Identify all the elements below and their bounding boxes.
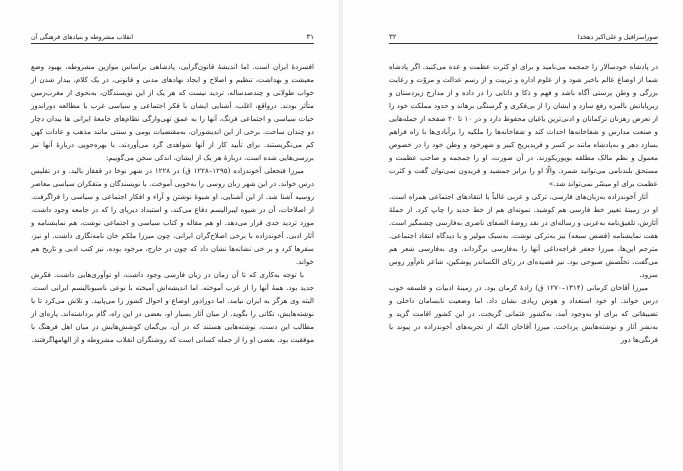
paragraph: میرزا آقاخان کرمانی (۱۳۱۴–۱۲۷۰ ق) زادهٔ کرمان بود. در زمینهٔ ادبیات و فلسفه خوب درس خواند. او خود استعداد و هوش زیادی نشان داد. اما وضعیت نابسامان داخلی و تضییقاتی که برای او به‌وجود آمد، به‌کشور عثمانی گریخت. در این کشور اقامت گزید و به‌نشر آثار و نوشته‌هایش پرداخت. میرزا آقاخان البتّه از تجربه‌های آخوندزاده در پیوند با فرنگی‌ها دور xyxy=(389,283,658,344)
paragraph: افسردهٔ ایران است. اما اندیشهٔ قانون‌گرایی، پادشاهی براساس موازین مشروطه، بهبود وضع معیشت و بهداشت، تنظیم و اصلاح و ایجاد نهادهای مدنی و قانونی، در یک کلام، بیدار شدن از خواب طولانی و چندصدساله، تردید نیست که هر یک از این نویسندگان، به‌نحوی از مغرب‌زمین متأثر بودند. درواقع، اغلب، آشنایی ایشان با فکر اجتماعی و سیاسی غرب یا مطالعه دوراندور حیات سیاسی و اجتماعی فرنگ، آنها را به عمق تهی‌وارگی نظام‌های جامعهٔ ایرانی ها بیدان دچار دو چندان ساخت. برخی از این اندیشوران، به‌مقتضیات بومی و سنتی مانند مذهب و عادات کهن کم می‌نگریستند. برای تأیید کار از آنها شواهدی گرد می‌آوردند. با بهره‌جویی دربارهٔ آنها نیز بررسی‌هایی شده است. دربارهٔ هر یک از ایشان، اندکی سخن می‌گوییم: xyxy=(31,62,314,162)
left-running-title: انقلاب مشروطه و بنیادهای فرهنگی آن xyxy=(31,33,134,41)
right-body-text xyxy=(389,60,658,346)
left-page xyxy=(0,0,340,471)
paragraph: با توجه به‌کاری که تا آن زمان در زبان فارسی وجود داشت، او نوآوری‌هایی داشت. فکرش جدید بود. همهٔ آنها را از غرب آموخته. اما اندیشه‌اش آمیخته با نوعی ناسیونالیسم ایرانی است. البته وی هرگز به ایران نیامد. اما دورادور اوضاع و احوال کشور را می‌پایید. و تلاش می‌کرد تا با نوشته‌هایش، نکاتی را بگوید. از میان آثار بسیار او، بعضی در این راه، گام برداشته‌اند. پاره‌ای از مطالب این دست، نوشته‌هایی هستند که در آن، بی‌گمان کوشش‌هایش در میان اهل فرهنگ با موفقیت بود. بعضی او را از جمله کسانی است که روشنگران انقلاب مشروطه و از الهامهاگرفتند. xyxy=(31,270,314,344)
right-page-number: ۳۲ xyxy=(389,33,397,41)
left-body-text xyxy=(31,60,314,346)
paragraph: در پادشاه خودسالار را جمجمه می‌نامید و برای او کثرت عظمت و عده می‌کنید. اگر پادشاه شما از اوضاع عالم باخبر شود و از علوم اداره و تربیت و از رسم عدالت و مروّت و رعایت بزرگی و وطن پرستی آگاه باشد و فهم و ذکا و دانایی را در داده و از مدارج زیردستان و زیرپایانش بالمزه رفع سازد و ایشان را از بی‌فکری و گرسنگی برهاند و حدود مملکت خود را از تعرض رهزنان ترکمانان و ادنی‌ترین یاغیان محفوظ دارد و در ۱۰ تا ۲۰ صفحه از جمله‌هایی و صنعت مدارس و شفاخانه‌ها احداث کند و شفاخانه‌ها را ملکیه را برآبادی‌ها با راه فراهم بسازد دهر و به‌پادشاه مانند بر کسر و فریدیریخ کبیر و شهرخود و وطن خود را در خصوص معمول و نظم مالک مطلقه بوپوریکوزند. در آن صورت، او را جمجمه و صاحب عظمت و مستحق بلندنامی می‌توانید شمرد. والّا او را برابر جمشید و فریدون نمی‌توان گفت و کثرت عظمت برای او میسّر نمی‌تواند شد.» xyxy=(389,62,658,188)
left-page-number: ۳۱ xyxy=(306,33,314,41)
paragraph: میرزا فتحعلی آخوندزاده (۱۲۹۵–۱۲۲۸ ق) در ۱۲۲۸ در شهر نوخا در قفقاز بالید. و در تفلیس درس خواند. در این شهر زبان روسی را به‌خوبی آموخت. با نویسندگان و متفکران سیاسی معاصر روسیه آشنا شد. از این آشنایی، او شیوهٔ نوشتن و آراء و افکار اجتماعی و سیاسی را فراگرفت. از اصلاحات، آن در شیوه لیبرالیسم دفاع می‌کند، و استبداد دیرپای را که در جامعه وجود داشت، مورد تردید جدی قرار می‌دهد. او هم مقاله و کتاب سیاسی و اجتماعی نوشت، هم نمایشنامه و آثار ادبی. آخوندزاده با برخی اصلاح‌گران ایرانی، چون میرزا ملکم خان نامه‌نگاری داشت. او نیز، سفرها کرد و بر خی نشانه‌ها نشان داد که چون در خارج، مرخود بوده. نیز کتب ادبی و تاریخ هم خواند. xyxy=(31,166,314,266)
right-running-title: صوراسرافیل و علی‌اکبر دهخدا xyxy=(577,33,658,41)
paragraph: آثار آخوندزاده به‌زبان‌های فارسی، ترکی و عربی غالباً با انتقادهای اجتماعی همراه است. او در زمینهٔ تغییر خط فارسی هم کوشید. نمونه‌ای هم از خط جدید را چاپ کرد. از جملهٔ آثارش، تلفیق‌نامه به‌عربی و رساله‌ای در نقد روضهٔ الصفای ناصری به‌فارسی چشمگیر است. هفت نمایشنامه (قصص سبعه) نیز به‌ترکی نوشت. به‌سبک مولیر و با دیدگاه انتقاد اجتماعی. مترجم این‌ها، میرزا جعفر قراجه‌داغی آنها را به‌فارسی برگرداند. وی به‌فارسی شعر هم می‌گفت. تخلّصش صبوحی بود. نیز قصیده‌ای در رثای الکساندر پوشکین، شاعر نام‌آور روس سرود. xyxy=(389,192,658,279)
right-page xyxy=(342,0,683,471)
left-running-head xyxy=(31,33,314,44)
right-running-head xyxy=(389,33,658,44)
